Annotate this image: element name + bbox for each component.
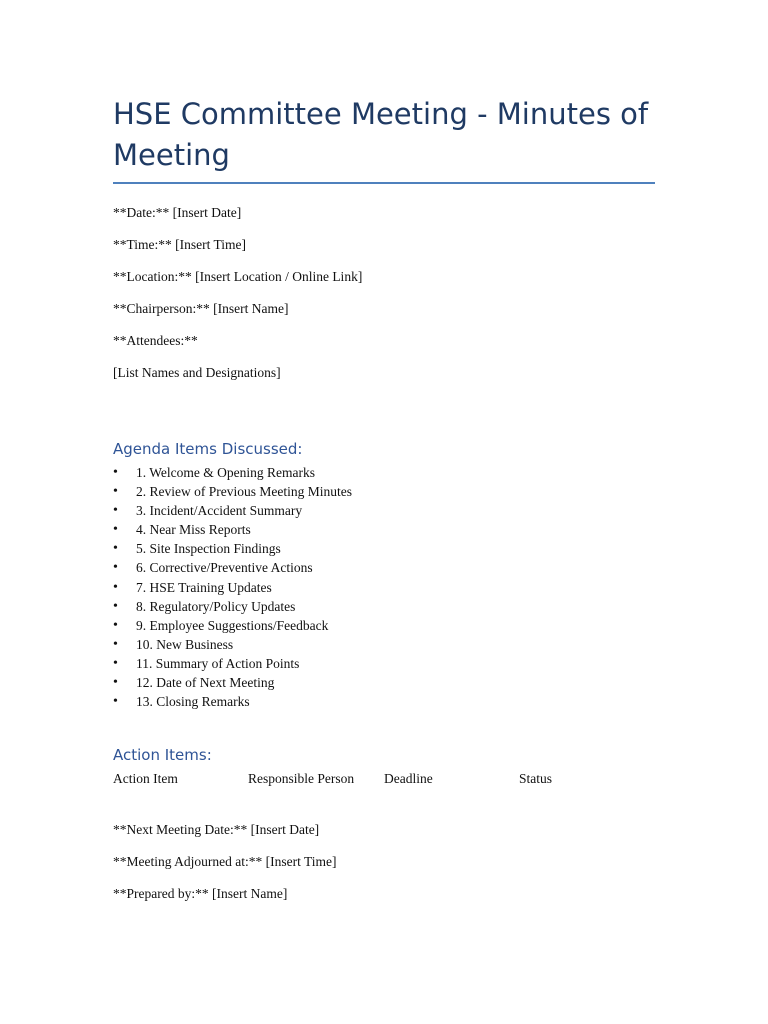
agenda-item-label: 5. Site Inspection Findings xyxy=(136,541,281,557)
agenda-item-label: 1. Welcome & Opening Remarks xyxy=(136,465,316,480)
agenda-heading: Agenda Items Discussed: xyxy=(113,440,303,458)
list-item xyxy=(113,539,655,558)
prepared-by-line: **Prepared by:** [Insert Name] xyxy=(113,886,288,902)
list-item xyxy=(113,597,655,616)
bullet-icon: • xyxy=(113,560,118,576)
agenda-item-label: 7. HSE Training Updates xyxy=(136,579,272,595)
bullet-icon: • xyxy=(113,694,118,710)
list-item xyxy=(113,673,655,692)
attendees-placeholder: [List Names and Designations] xyxy=(113,365,281,380)
agenda-list xyxy=(113,463,655,711)
list-item xyxy=(113,692,655,711)
agenda-item-label: 10. New Business xyxy=(136,636,234,652)
bullet-icon: • xyxy=(113,579,118,595)
document-title: HSE Committee Meeting - Minutes of Meeting xyxy=(113,94,655,184)
agenda-item-label: 2. Review of Previous Meeting Minutes xyxy=(136,484,352,500)
closing-details xyxy=(113,821,655,902)
agenda-item-label: 12. Date of Next Meeting xyxy=(136,675,275,691)
list-item xyxy=(113,654,655,673)
agenda-item-label: 4. Near Miss Reports xyxy=(136,522,251,538)
list-item xyxy=(113,501,655,520)
date-line: **Date:** [Insert Date] xyxy=(113,205,242,220)
list-item xyxy=(113,463,655,482)
agenda-item-label: 6. Corrective/Preventive Actions xyxy=(136,560,313,576)
action-items-header-row xyxy=(113,770,655,787)
list-item xyxy=(113,520,655,539)
bullet-icon: • xyxy=(113,636,118,652)
agenda-item-label: 9. Employee Suggestions/Feedback xyxy=(136,617,329,633)
agenda-item-label: 8. Regulatory/Policy Updates xyxy=(136,598,296,614)
bullet-icon: • xyxy=(113,465,118,480)
attendees-label: **Attendees:** xyxy=(113,333,198,348)
list-item xyxy=(113,616,655,635)
list-item xyxy=(113,635,655,654)
column-header-status: Status xyxy=(519,771,553,787)
bullet-icon: • xyxy=(113,598,118,614)
adjourned-line: **Meeting Adjourned at:** [Insert Time] xyxy=(113,854,337,870)
list-item xyxy=(113,578,655,597)
bullet-icon: • xyxy=(113,675,118,691)
bullet-icon: • xyxy=(113,484,118,500)
document-page xyxy=(113,94,655,917)
column-header-deadline: Deadline xyxy=(384,771,433,787)
list-item xyxy=(113,558,655,577)
next-meeting-line: **Next Meeting Date:** [Insert Date] xyxy=(113,822,320,838)
meeting-details xyxy=(113,204,655,381)
time-line: **Time:** [Insert Time] xyxy=(113,237,247,252)
list-item xyxy=(113,482,655,501)
column-header-action-item: Action Item xyxy=(113,771,178,787)
agenda-item-label: 3. Incident/Accident Summary xyxy=(136,503,303,519)
location-line: **Location:** [Insert Location / Online Link] xyxy=(113,269,363,284)
column-header-responsible-person: Responsible Person xyxy=(248,771,355,787)
agenda-item-label: 11. Summary of Action Points xyxy=(136,655,300,671)
bullet-icon: • xyxy=(113,617,118,633)
bullet-icon: • xyxy=(113,541,118,557)
chairperson-line: **Chairperson:** [Insert Name] xyxy=(113,301,289,316)
bullet-icon: • xyxy=(113,655,118,671)
bullet-icon: • xyxy=(113,503,118,519)
bullet-icon: • xyxy=(113,522,118,538)
agenda-item-label: 13. Closing Remarks xyxy=(136,694,250,710)
action-items-heading: Action Items: xyxy=(113,746,212,765)
